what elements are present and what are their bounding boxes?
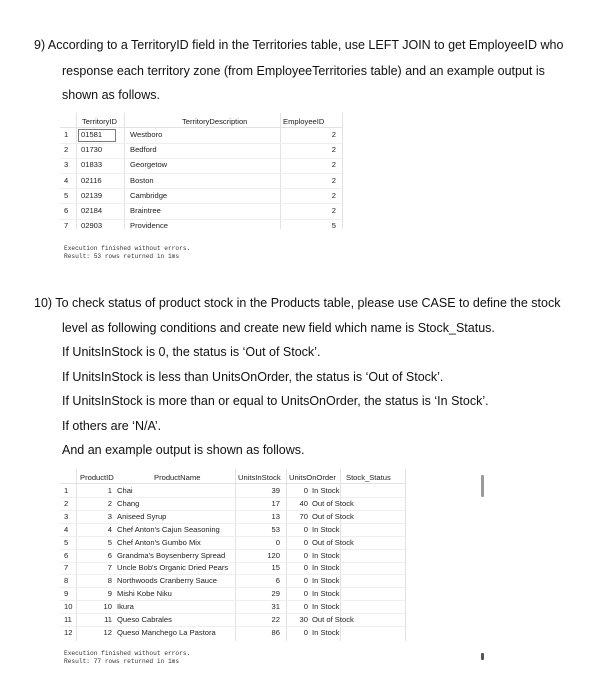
cell-productid[interactable]: 6	[107, 550, 112, 560]
row-number: 12	[64, 627, 73, 637]
cell-unitsinstock[interactable]: 0	[275, 537, 280, 547]
q10-line-2: level as following conditions and create new field which name is Stock_Status.	[62, 321, 495, 335]
cell-employeeid[interactable]: 2	[331, 145, 336, 155]
cell-stock-status[interactable]: In Stock	[312, 589, 340, 599]
row-number: 1	[64, 130, 69, 139]
cell-unitsonorder[interactable]: 0	[303, 486, 308, 495]
cell-productname[interactable]: Uncle Bob's Organic Dried Pears	[117, 563, 229, 573]
cell-unitsinstock[interactable]: 17	[271, 498, 280, 508]
row-number: 9	[64, 589, 69, 599]
cell-productid[interactable]: 3	[107, 511, 112, 521]
cell-stock-status[interactable]: In Stock	[312, 627, 340, 637]
cell-unitsinstock[interactable]: 22	[271, 615, 280, 624]
cell-territorydescription[interactable]: Providence	[130, 221, 168, 231]
column-header-employeeid[interactable]: EmployeeID	[283, 117, 325, 126]
cell-stock-status[interactable]: Out of Stock	[312, 511, 354, 521]
q10-line-4: If UnitsInStock is less than UnitsOnOrder, the status is ‘Out of Stock’.	[62, 370, 444, 384]
cell-territorydescription[interactable]: Braintree	[130, 206, 161, 215]
cell-unitsinstock[interactable]: 13	[271, 511, 280, 521]
cell-stock-status[interactable]: In Stock	[312, 602, 340, 612]
row-number: 4	[64, 175, 69, 185]
cell-unitsonorder[interactable]: 0	[303, 563, 308, 573]
cell-productid[interactable]: 4	[107, 524, 112, 534]
cell-productid[interactable]: 7	[107, 563, 112, 573]
cell-employeeid[interactable]: 2	[331, 160, 336, 170]
q10-line-3: If UnitsInStock is 0, the status is ‘Out of Stock’.	[62, 345, 321, 359]
cell-territoryid[interactable]: 01581	[81, 130, 103, 139]
row-number: 2	[64, 145, 69, 155]
q9-status-panel	[64, 245, 190, 261]
cell-stock-status[interactable]: In Stock	[312, 486, 340, 495]
cell-employeeid[interactable]: 2	[331, 206, 336, 215]
q10-line-7: And an example output is shown as follows.	[62, 443, 305, 457]
cell-unitsinstock[interactable]: 29	[271, 589, 280, 599]
cell-unitsinstock[interactable]: 39	[271, 486, 280, 495]
cell-stock-status[interactable]: Out of Stock	[312, 615, 354, 624]
cell-unitsonorder[interactable]: 30	[299, 615, 308, 624]
cell-territoryid[interactable]: 02139	[81, 190, 103, 200]
cell-productid[interactable]: 5	[107, 537, 112, 547]
cell-employeeid[interactable]: 2	[331, 190, 336, 200]
cell-unitsinstock[interactable]: 6	[275, 576, 280, 586]
row-number: 8	[64, 576, 69, 586]
q10-line-6: If others are ‘N/A’.	[62, 419, 162, 433]
q9-status-message: Execution finished without errors.	[64, 245, 191, 252]
row-number: 6	[64, 206, 69, 215]
row-number: 10	[64, 602, 73, 612]
column-header-stock-status[interactable]: Stock_Status	[346, 473, 391, 482]
row-number: 6	[64, 550, 69, 560]
q9-line-2: response each territory zone (from EmployeeTerritories table) and an example output is	[62, 64, 545, 78]
cell-unitsinstock[interactable]: 31	[271, 602, 280, 612]
vertical-scrollbar-thumb[interactable]	[481, 475, 484, 497]
cell-productid[interactable]: 1	[107, 486, 112, 495]
cell-productname[interactable]: Mishi Kobe Niku	[117, 589, 172, 599]
q9-line-1: 9) According to a TerritoryID field in the Territories table, use LEFT JOIN to get EmployeeID who	[34, 38, 564, 52]
cell-unitsonorder[interactable]: 0	[303, 602, 308, 612]
cell-productname[interactable]: Queso Manchego La Pastora	[117, 627, 216, 637]
cell-unitsonorder[interactable]: 70	[299, 511, 308, 521]
row-number: 3	[64, 160, 69, 170]
cell-productname[interactable]: Chai	[117, 486, 133, 495]
cell-productid[interactable]: 8	[107, 576, 112, 586]
cell-productname[interactable]: Grandma's Boysenberry Spread	[117, 550, 226, 560]
cell-productname[interactable]: Chang	[117, 498, 140, 508]
cell-stock-status[interactable]: In Stock	[312, 563, 340, 573]
cell-territoryid[interactable]: 02184	[81, 206, 103, 215]
cell-territorydescription[interactable]: Westboro	[130, 130, 163, 139]
cell-productname[interactable]: Chef Anton's Gumbo Mix	[117, 537, 201, 547]
column-header-territoryid[interactable]: TerritoryID	[82, 117, 118, 126]
cell-stock-status[interactable]: Out of Stock	[312, 537, 354, 547]
products-result-grid[interactable]	[60, 469, 500, 647]
row-number: 11	[64, 615, 72, 624]
cell-productid[interactable]: 11	[104, 615, 112, 624]
cell-productname[interactable]: Chef Anton's Cajun Seasoning	[117, 524, 220, 534]
status-scroll-marker	[481, 653, 484, 660]
row-number: 1	[64, 486, 69, 495]
cell-productid[interactable]: 10	[103, 602, 112, 612]
cell-territoryid[interactable]: 02903	[81, 221, 103, 231]
cell-productname[interactable]: Queso Cabrales	[117, 615, 172, 624]
cell-territorydescription[interactable]: Bedford	[130, 145, 157, 155]
cell-territoryid[interactable]: 01833	[81, 160, 103, 170]
cell-stock-status[interactable]: In Stock	[312, 576, 340, 586]
cell-employeeid[interactable]: 2	[331, 175, 336, 185]
cell-stock-status[interactable]: In Stock	[312, 524, 340, 534]
q10-line-5: If UnitsInStock is more than or equal to UnitsOnOrder, the status is ‘In Stock’.	[62, 394, 489, 408]
row-number: 3	[64, 511, 69, 521]
cell-territorydescription[interactable]: Georgetow	[130, 160, 168, 170]
q10-line-1: 10) To check status of product stock in the Products table, please use CASE to define the stock	[34, 296, 561, 310]
cell-unitsinstock[interactable]: 86	[271, 627, 280, 637]
row-number: 5	[64, 190, 69, 200]
column-header-territorydescription[interactable]: TerritoryDescription	[182, 117, 248, 126]
cell-productname[interactable]: Ikura	[117, 602, 134, 612]
column-header-productname[interactable]: ProductName	[154, 473, 201, 482]
cell-unitsonorder[interactable]: 0	[303, 550, 308, 560]
cell-unitsinstock[interactable]: 53	[271, 524, 280, 534]
cell-territoryid[interactable]: 01730	[81, 145, 103, 155]
row-number: 7	[64, 221, 69, 231]
cell-productid[interactable]: 9	[107, 589, 112, 599]
column-header-unitsinstock[interactable]: UnitsInStock	[238, 473, 281, 482]
q9-line-3: shown as follows.	[62, 88, 160, 102]
cell-unitsonorder[interactable]: 0	[303, 524, 308, 534]
cell-productid[interactable]: 12	[103, 627, 112, 637]
q10-status-panel	[64, 650, 190, 666]
q10-status-message: Execution finished without errors.	[64, 650, 191, 657]
cell-productname[interactable]: Aniseed Syrup	[117, 511, 167, 521]
q9-status-result: Result: 53 rows returned in 1ms	[64, 253, 180, 260]
cell-employeeid[interactable]: 2	[331, 130, 336, 139]
cell-territoryid[interactable]: 02116	[81, 175, 102, 185]
row-number: 2	[64, 498, 69, 508]
column-header-productid[interactable]: ProductID	[80, 473, 114, 482]
q10-status-result: Result: 77 rows returned in 1ms	[64, 658, 180, 665]
column-header-unitsonorder[interactable]: UnitsOnOrder	[289, 473, 336, 482]
cell-unitsonorder[interactable]: 0	[303, 576, 308, 586]
row-number: 5	[64, 537, 69, 547]
territories-result-grid[interactable]	[60, 113, 345, 238]
cell-territorydescription[interactable]: Boston	[130, 175, 154, 185]
cell-productid[interactable]: 2	[107, 498, 112, 508]
cell-productname[interactable]: Northwoods Cranberry Sauce	[117, 576, 218, 586]
cell-unitsonorder[interactable]: 0	[303, 627, 308, 637]
cell-unitsonorder[interactable]: 0	[303, 589, 308, 599]
cell-unitsonorder[interactable]: 0	[303, 537, 308, 547]
cell-territorydescription[interactable]: Cambridge	[130, 190, 168, 200]
cell-unitsinstock[interactable]: 15	[271, 563, 280, 573]
cell-stock-status[interactable]: In Stock	[312, 550, 340, 560]
cell-unitsonorder[interactable]: 40	[299, 498, 308, 508]
row-number: 7	[64, 563, 69, 573]
cell-employeeid[interactable]: 5	[331, 221, 336, 231]
cell-unitsinstock[interactable]: 120	[267, 550, 280, 560]
cell-stock-status[interactable]: Out of Stock	[312, 498, 354, 508]
row-number: 4	[64, 524, 69, 534]
